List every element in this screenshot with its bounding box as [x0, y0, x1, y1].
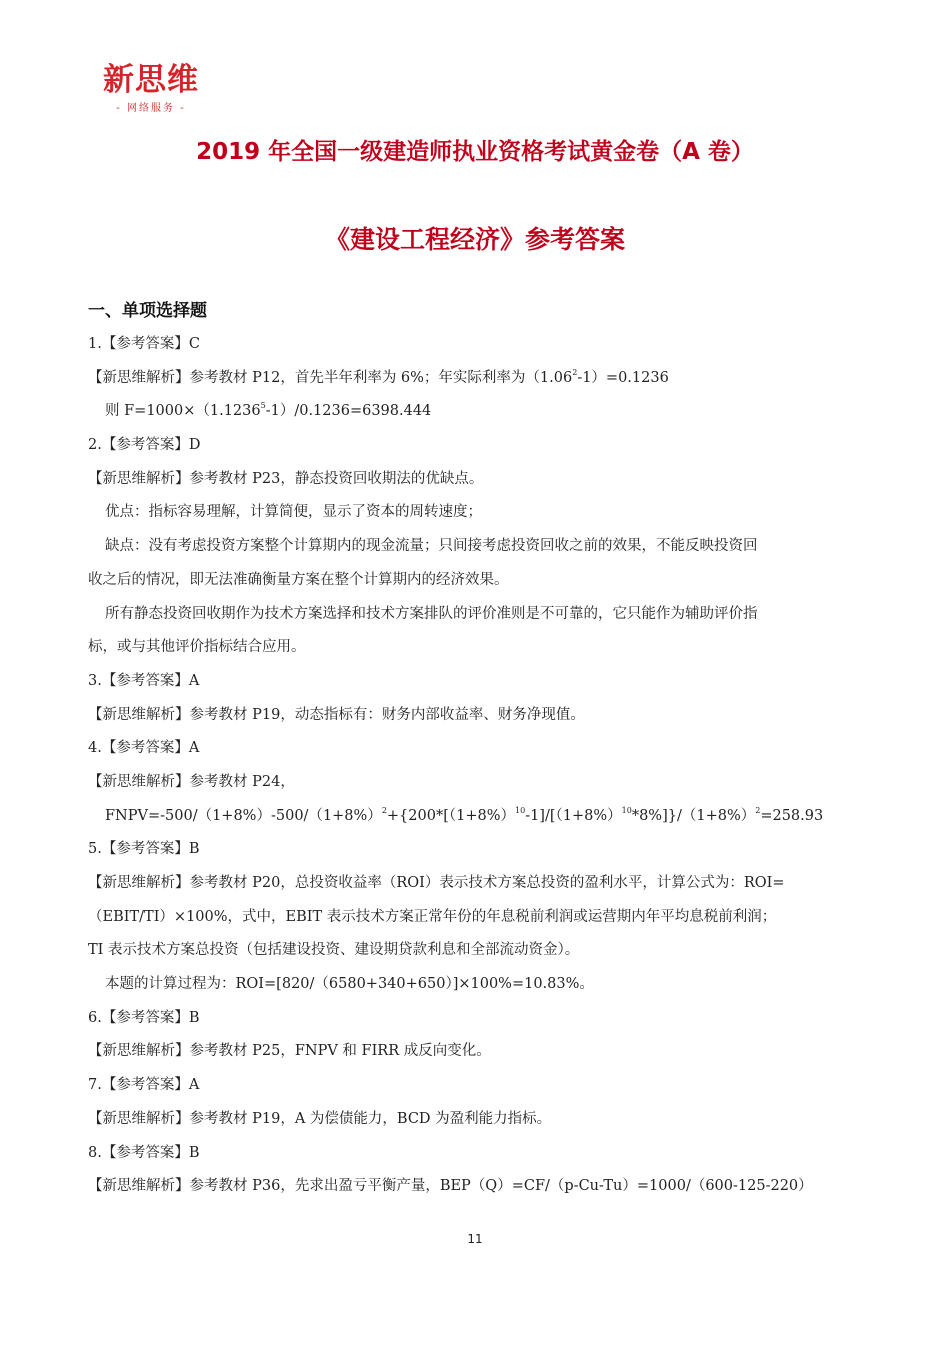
analysis-line: 【新思维解析】参考教材 P20，总投资收益率（ROI）表示技术方案总投资的盈利水平，计算公式为：ROI= — [88, 875, 785, 891]
formula-line — [88, 395, 864, 429]
answer-line: 2.【参考答案】D — [88, 437, 201, 454]
text-run: -1）=0.1236 — [577, 369, 669, 386]
answer-line: 5.【参考答案】B — [88, 841, 200, 858]
document-subtitle: 《建设工程经济》参考答案 — [324, 225, 625, 254]
superscript: 2 — [381, 805, 387, 815]
text-line: 标，或与其他评价指标结合应用。 — [88, 639, 306, 656]
analysis-line: 【新思维解析】参考教材 P23，静态投资回收期法的优缺点。 — [88, 470, 484, 487]
text-run: *8%]}/（1+8%） — [631, 807, 756, 824]
superscript: 2 — [755, 805, 761, 815]
answer-body — [88, 328, 864, 1204]
superscript: 5 — [260, 401, 266, 411]
text-run: +{200*[（1+8%） — [386, 807, 515, 824]
superscript: 2 — [572, 367, 578, 377]
answer-line: 6.【参考答案】B — [88, 1009, 200, 1026]
superscript: 10 — [515, 805, 526, 815]
analysis-line: 【新思维解析】参考教材 P24， — [88, 773, 295, 790]
analysis-line: 【新思维解析】参考教材 P19，动态指标有：财务内部收益率、财务净现值。 — [88, 706, 585, 723]
answer-line: 3.【参考答案】A — [88, 672, 200, 689]
text-line: 收之后的情况，即无法准确衡量方案在整个计算期内的经济效果。 — [88, 571, 509, 588]
text-run: FNPV=-500/（1+8%）-500/（1+8%） — [105, 807, 382, 824]
analysis-line: 【新思维解析】参考教材 P19，A 为偿债能力，BCD 为盈利能力指标。 — [88, 1110, 552, 1127]
text-line: （EBIT/TI）×100%，式中，EBIT 表示技术方案正常年份的年息税前利润或运营期内年平均息税前利润； — [88, 908, 777, 925]
answer-line: 1.【参考答案】C — [88, 336, 200, 352]
analysis-line: 【新思维解析】参考教材 P25，FNPV 和 FIRR 成反向变化。 — [88, 1043, 491, 1060]
text-line: 优点：指标容易理解，计算简便，显示了资本的周转速度； — [105, 504, 482, 521]
brand-logo — [96, 62, 206, 114]
superscript: 10 — [621, 805, 632, 815]
text-run: 【新思维解析】参考教材 P12，首先半年利率为 6%；年实际利率为（1.06 — [88, 369, 573, 386]
logo-text: 新思维 — [103, 62, 199, 98]
text-run: -1）/0.1236=6398.444 — [265, 403, 432, 420]
answer-line: 8.【参考答案】B — [88, 1144, 200, 1161]
answer-line: 7.【参考答案】A — [88, 1077, 200, 1094]
analysis-line: 【新思维解析】参考教材 P36，先求出盈亏平衡产量，BEP（Q）=CF/（p-Cu-Tu）=1000/（600-125-220） — [88, 1178, 813, 1195]
text-run: -1]/[（1+8%） — [525, 807, 622, 824]
text-line: 所有静态投资回收期作为技术方案选择和技术方案排队的评价准则是不可靠的，它只能作为辅助评价指 — [105, 605, 758, 622]
text-line: 本题的计算过程为：ROI=[820/（6580+340+650）]×100%=10.83%。 — [105, 976, 594, 993]
text-line: 缺点：没有考虑投资方案整个计算期内的现金流量；只间接考虑投资回收之前的效果，不能反映投资回 — [105, 538, 758, 555]
section-heading: 一、单项选择题 — [88, 301, 207, 321]
page-number: 11 — [467, 1232, 483, 1246]
formula-line — [88, 800, 864, 834]
text-run: 则 F=1000×（1.1236 — [105, 403, 261, 420]
analysis-line — [88, 362, 864, 396]
answer-line: 4.【参考答案】A — [88, 740, 200, 757]
text-line: TI 表示技术方案总投资（包括建设投资、建设期贷款利息和全部流动资金）。 — [88, 942, 580, 959]
logo-subtext: - 网络服务 - — [116, 103, 186, 114]
text-run: =258.93 — [760, 807, 824, 824]
document-title: 2019 年全国一级建造师执业资格考试黄金卷（A 卷） — [196, 139, 754, 165]
